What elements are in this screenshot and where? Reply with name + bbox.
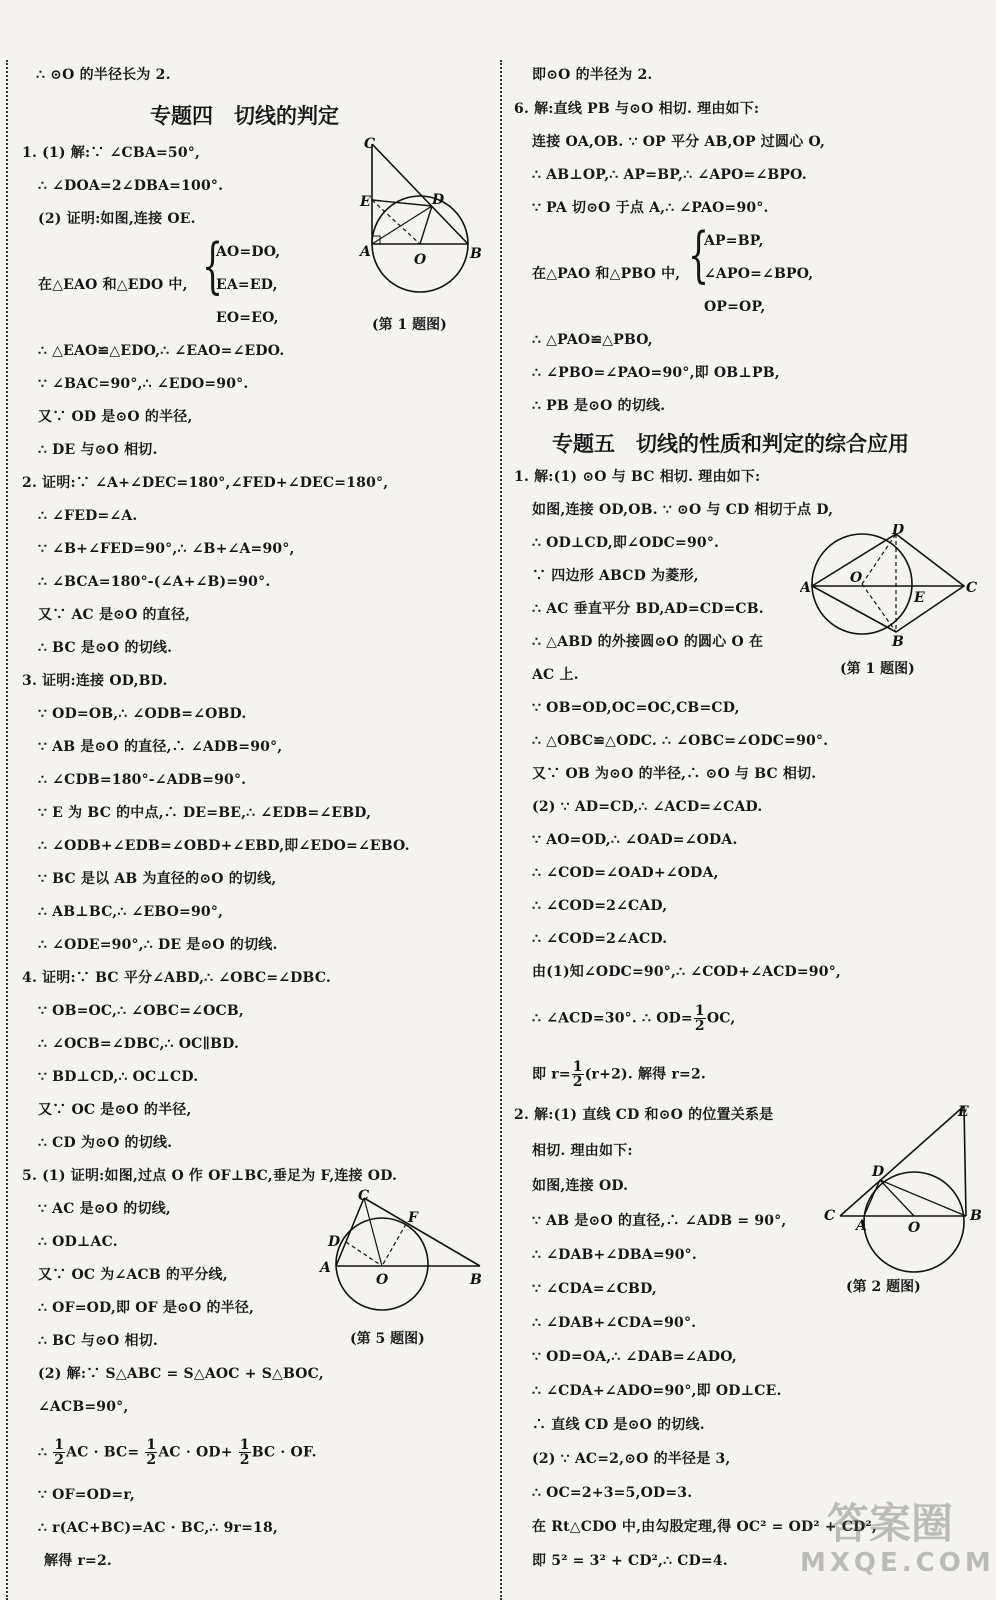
text-line: 又∵ OC 是⊙O 的半径, xyxy=(38,1102,192,1118)
text-line: ∴ ∠BCA=180°-(∠A+∠B)=90°. xyxy=(38,574,271,590)
text-line: ∴ △ABD 的外接圆⊙O 的圆心 O 在 xyxy=(532,634,764,650)
text-line: ∵ AB 是⊙O 的直径,∴ ∠ADB = 90°, xyxy=(532,1213,787,1229)
text-line: 在 Rt△CDO 中,由勾股定理,得 OC² = OD² + CD², xyxy=(532,1519,877,1535)
svg-text:D: D xyxy=(892,524,905,538)
text-line: 由(1)知∠ODC=90°,∴ ∠COD+∠ACD=90°, xyxy=(532,964,841,980)
text-line: ∵ 四边形 ABCD 为菱形, xyxy=(532,568,699,584)
brace: { xyxy=(202,231,224,301)
text-line: ∵ ∠B+∠FED=90°,∴ ∠B+∠A=90°, xyxy=(38,541,295,557)
text-line: (2) 解:∵ S△ABC = S△AOC + S△BOC, xyxy=(38,1366,324,1382)
figure-caption: (第 1 题图) xyxy=(840,661,915,677)
text-line: ∵ BD⊥CD,∴ OC⊥CD. xyxy=(38,1069,199,1085)
svg-text:O: O xyxy=(850,570,863,586)
figure-1-diagram xyxy=(352,132,492,302)
text-line: EA=ED, xyxy=(216,277,278,293)
text-line: (2) ∵ AD=CD,∴ ∠ACD=∠CAD. xyxy=(532,799,763,815)
svg-text:B: B xyxy=(470,1272,482,1288)
text-line: 如图,连接 OD. xyxy=(532,1178,629,1194)
text-line: ∴ ⊙O 的半径长为 2. xyxy=(36,67,171,83)
svg-text:O: O xyxy=(376,1272,389,1288)
text-line: ∠APO=∠BPO, xyxy=(704,266,814,282)
svg-text:B: B xyxy=(970,1208,982,1224)
text-line: ∴ OF=OD,即 OF 是⊙O 的半径, xyxy=(38,1300,255,1316)
svg-text:D: D xyxy=(328,1234,341,1250)
svg-text:A: A xyxy=(360,244,371,260)
svg-text:A: A xyxy=(800,580,811,596)
text-line: ∴ 直线 CD 是⊙O 的切线. xyxy=(532,1417,705,1433)
section-title: 专题四 切线的判定 xyxy=(150,104,339,128)
text-line: AP=BP, xyxy=(704,233,764,249)
text-line: ∵ OD=OB,∴ ∠ODB=∠OBD. xyxy=(38,706,247,722)
text-line: 连接 OA,OB. ∵ OP 平分 AB,OP 过圆心 O, xyxy=(532,134,826,150)
text-line: ∵ OB=OD,OC=OC,CB=CD, xyxy=(532,700,740,716)
svg-text:A: A xyxy=(856,1218,867,1234)
text-line: ∴ ∠COD=2∠ACD. xyxy=(532,931,668,947)
text-line: ∵ BC 是以 AB 为直径的⊙O 的切线, xyxy=(38,871,277,887)
text-line: ∴ OD⊥CD,即∠ODC=90°. xyxy=(532,535,720,551)
text-line: 相切. 理由如下: xyxy=(532,1143,633,1159)
text-line: (2) 证明:如图,连接 OE. xyxy=(38,211,196,227)
text-line: ∴ ∠CDA+∠ADO=90°,即 OD⊥CE. xyxy=(532,1383,782,1399)
figure-rhombus-diagram xyxy=(800,524,980,648)
text-line: ∴ ∠OCB=∠DBC,∴ OC∥BD. xyxy=(38,1036,240,1052)
text-line: ∴ △OBC≌△ODC. ∴ ∠OBC=∠ODC=90°. xyxy=(532,733,829,749)
text-line: OP=OP, xyxy=(704,299,766,315)
text-line: 1. 解:(1) ⊙O 与 BC 相切. 理由如下: xyxy=(514,469,761,485)
text-line: ∵ ∠CDA=∠CBD, xyxy=(532,1281,658,1297)
text-line: ∴ ∠DOA=2∠DBA=100°. xyxy=(38,178,224,194)
text-line: 1. (1) 解:∵ ∠CBA=50°, xyxy=(22,145,201,161)
text-line: ∵ AB 是⊙O 的直径,∴ ∠ADB=90°, xyxy=(38,739,283,755)
text-line: ∵ AC 是⊙O 的切线, xyxy=(38,1201,171,1217)
right-column xyxy=(510,0,996,1600)
svg-text:D: D xyxy=(432,192,445,208)
text-line: 4. 证明:∵ BC 平分∠ABD,∴ ∠OBC=∠DBC. xyxy=(22,970,331,986)
text-line: ∵ AO=OD,∴ ∠OAD=∠ODA. xyxy=(532,832,738,848)
figure-caption: (第 5 题图) xyxy=(350,1331,425,1347)
text-line: ∴ AB⊥BC,∴ ∠EBO=90°, xyxy=(38,904,224,920)
text-line: ∵ E 为 BC 的中点,∴ DE=BE,∴ ∠EDB=∠EBD, xyxy=(38,805,372,821)
text-line: 即 5² = 3² + CD²,∴ CD=4. xyxy=(532,1553,728,1569)
fraction-line: 即 r= $\frac{1}{2}$ (r+2). 解得 r=2. xyxy=(532,1059,706,1090)
text-line: 又∵ OC 为∠ACB 的平分线, xyxy=(38,1267,228,1283)
text-line: 6. 解:直线 PB 与⊙O 相切. 理由如下: xyxy=(514,101,760,117)
text-line: 3. 证明:连接 OD,BD. xyxy=(22,673,168,689)
left-column xyxy=(0,0,497,1600)
svg-text:F: F xyxy=(408,1210,418,1226)
figure-2-diagram xyxy=(820,1100,996,1284)
svg-text:E: E xyxy=(360,194,371,210)
svg-text:A: A xyxy=(320,1260,331,1276)
svg-text:D: D xyxy=(872,1164,885,1180)
figure-caption: (第 1 题图) xyxy=(372,317,447,333)
text-line: 即⊙O 的半径为 2. xyxy=(532,67,653,83)
text-line: ∵ ∠BAC=90°,∴ ∠EDO=90°. xyxy=(38,376,249,392)
svg-text:B: B xyxy=(892,634,904,648)
text-line: (2) ∵ AC=2,⊙O 的半径是 3, xyxy=(532,1451,731,1467)
text-line: ∴ PB 是⊙O 的切线. xyxy=(532,398,666,414)
text-line: AC 上. xyxy=(532,667,579,683)
fraction-line: ∴ $\frac{1}{2}$ AC · BC= $\frac{1}{2}$ AC · OD+ $\frac{1}{2}$ BC · OF. xyxy=(38,1437,317,1468)
svg-text:C: C xyxy=(358,1188,370,1204)
text-line: ∴ AB⊥OP,∴ AP=BP,∴ ∠APO=∠BPO. xyxy=(532,167,807,183)
figure-caption: (第 2 题图) xyxy=(846,1279,921,1295)
figure-5-diagram xyxy=(318,1188,498,1328)
text-line: ∴ OD⊥AC. xyxy=(38,1234,118,1250)
text-line: 2. 证明:∵ ∠A+∠DEC=180°,∠FED+∠DEC=180°, xyxy=(22,475,389,491)
text-line: 在△EAO 和△EDO 中, xyxy=(38,277,188,293)
text-line: ∵ PA 切⊙O 于点 A,∴ ∠PAO=90°. xyxy=(532,200,769,216)
text-line: ∴ BC 与⊙O 相切. xyxy=(38,1333,158,1349)
text-line: 2. 解:(1) 直线 CD 和⊙O 的位置关系是 xyxy=(514,1107,774,1123)
text-line: ∴ ∠CDB=180°-∠ADB=90°. xyxy=(38,772,247,788)
left-margin-rule xyxy=(6,60,8,1600)
text-line: ∴ ∠PBO=∠PAO=90°,即 OB⊥PB, xyxy=(532,365,780,381)
svg-text:C: C xyxy=(364,136,376,152)
svg-text:B: B xyxy=(470,246,482,262)
text-line: EO=EO, xyxy=(216,310,279,326)
text-line: 又∵ AC 是⊙O 的直径, xyxy=(38,607,191,623)
brace: { xyxy=(688,220,710,290)
text-line: AO=DO, xyxy=(216,244,281,260)
text-line: 又∵ OB 为⊙O 的半径,∴ ⊙O 与 BC 相切. xyxy=(532,766,817,782)
text-line: 如图,连接 OD,OB. ∵ ⊙O 与 CD 相切于点 D, xyxy=(532,502,834,518)
text-line: ∴ ∠ODE=90°,∴ DE 是⊙O 的切线. xyxy=(38,937,278,953)
text-line: 解得 r=2. xyxy=(44,1553,112,1569)
text-line: ∴ r(AC+BC)=AC · BC,∴ 9r=18, xyxy=(38,1520,278,1536)
svg-text:O: O xyxy=(908,1220,921,1236)
text-line: ∴ OC=2+3=5,OD=3. xyxy=(532,1485,693,1501)
text-line: ∴ ∠DAB+∠DBA=90°. xyxy=(532,1247,697,1263)
fraction-line: ∴ ∠ACD=30°. ∴ OD= $\frac{1}{2}$ OC, xyxy=(532,1003,736,1034)
text-line: ∴ ∠ODB+∠EDB=∠OBD+∠EBD,即∠EDO=∠EBO. xyxy=(38,838,410,854)
column-divider xyxy=(500,60,502,1600)
text-line: 在△PAO 和△PBO 中, xyxy=(532,266,681,282)
text-line: ∴ ∠COD=2∠CAD, xyxy=(532,898,668,914)
svg-text:C: C xyxy=(966,580,978,596)
text-line: 又∵ OD 是⊙O 的半径, xyxy=(38,409,193,425)
text-line: ∵ OB=OC,∴ ∠OBC=∠OCB, xyxy=(38,1003,244,1019)
text-line: ∴ ∠FED=∠A. xyxy=(38,508,138,524)
svg-text:O: O xyxy=(414,252,427,268)
text-line: ∴ △PAO≌△PBO, xyxy=(532,332,653,348)
svg-text:C: C xyxy=(824,1208,836,1224)
watermark-logo: 答案圈 MXQE.COM xyxy=(800,1499,995,1578)
text-line: ∠ACB=90°, xyxy=(38,1399,129,1415)
text-line: ∴ △EAO≌△EDO,∴ ∠EAO=∠EDO. xyxy=(38,343,285,359)
section-title: 专题五 切线的性质和判定的综合应用 xyxy=(552,432,909,456)
text-line: ∵ OF=OD=r, xyxy=(38,1487,135,1503)
svg-text:E: E xyxy=(958,1104,969,1120)
svg-text:E: E xyxy=(914,590,925,606)
text-line: 5. (1) 证明:如图,过点 O 作 OF⊥BC,垂足为 F,连接 OD. xyxy=(22,1168,398,1184)
text-line: ∴ BC 是⊙O 的切线. xyxy=(38,640,173,656)
text-line: ∴ ∠DAB+∠CDA=90°. xyxy=(532,1315,697,1331)
text-line: ∴ AC 垂直平分 BD,AD=CD=CB. xyxy=(532,601,764,617)
text-line: ∴ DE 与⊙O 相切. xyxy=(38,442,158,458)
text-line: ∴ CD 为⊙O 的切线. xyxy=(38,1135,173,1151)
text-line: ∵ OD=OA,∴ ∠DAB=∠ADO, xyxy=(532,1349,737,1365)
text-line: ∴ ∠COD=∠OAD+∠ODA, xyxy=(532,865,719,881)
